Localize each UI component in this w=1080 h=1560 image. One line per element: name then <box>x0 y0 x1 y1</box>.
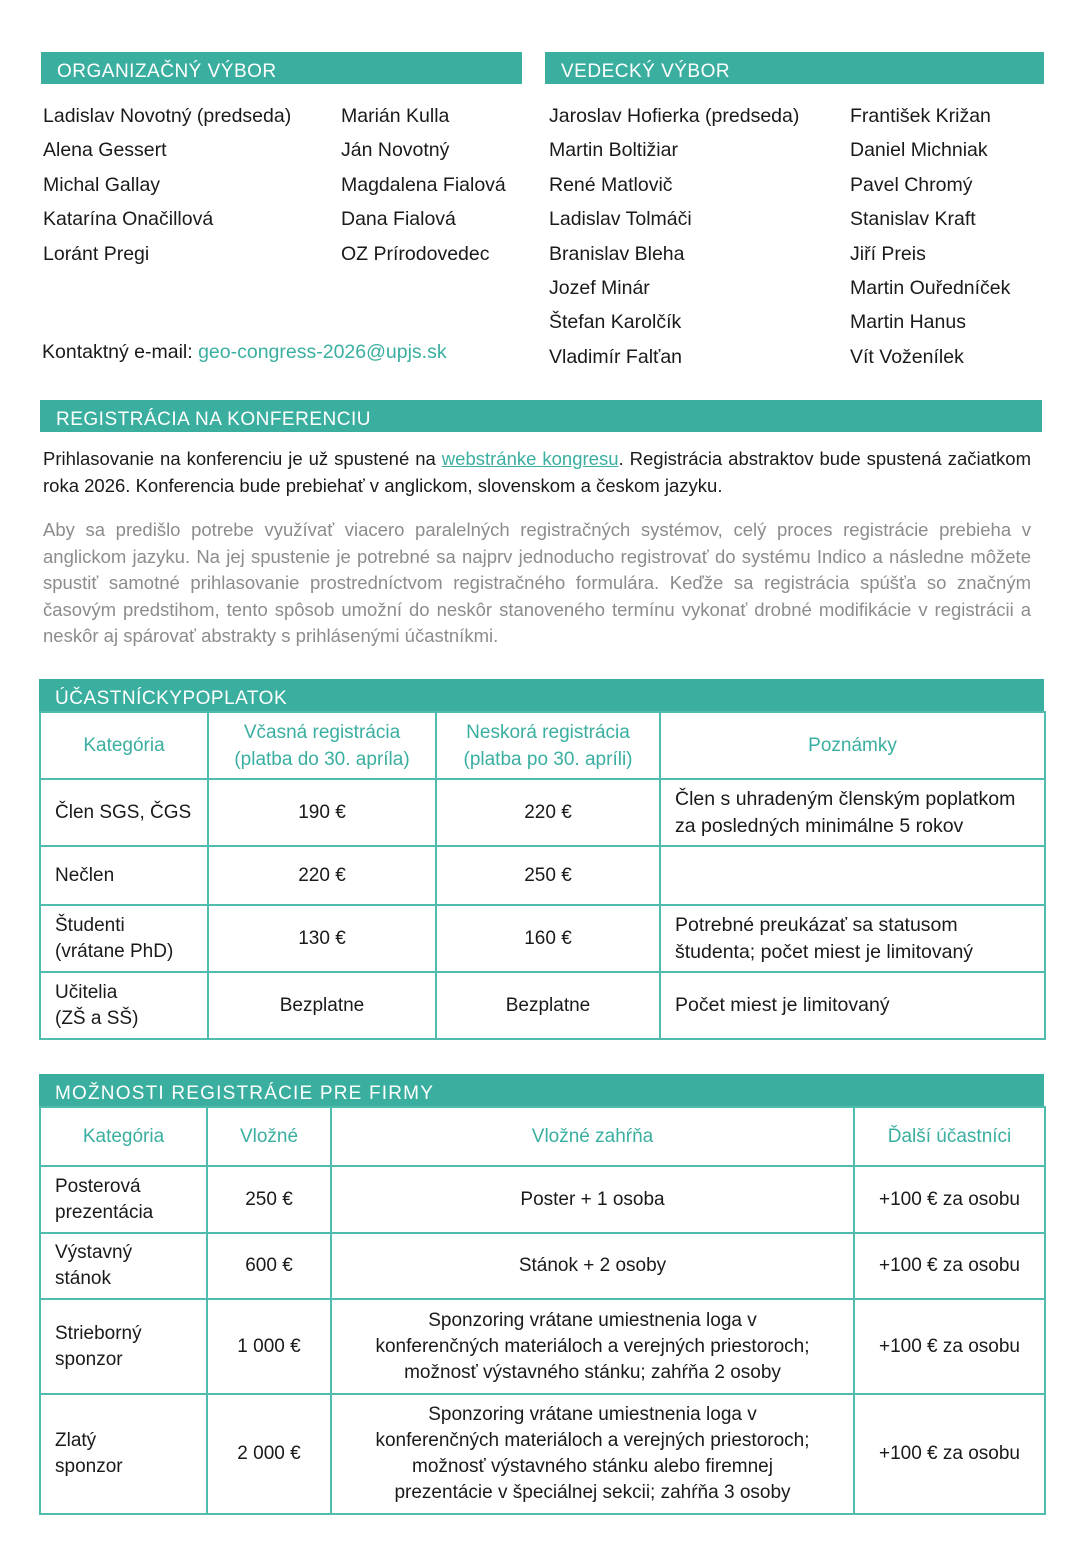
member-name: Katarína Onačillová <box>43 208 214 231</box>
contact-label: Kontaktný e-mail: <box>42 341 199 363</box>
registration-text: . Registrácia abstraktov bude spustená začiatkom roka 2026. Konferencia bude prebiehať v anglickom, slovenskom a českom jazyku. <box>43 448 1031 496</box>
member-name: Pavel Chromý <box>850 173 973 196</box>
member-name: Vladimír Falťan <box>549 345 683 368</box>
col-header-late: Neskorá registrácia (platba po 30. apríli) <box>436 712 660 779</box>
extra-cell: +100 € za osobu <box>854 1394 1045 1514</box>
late-fee-cell: Bezplatne <box>436 972 660 1039</box>
includes-cell: Poster + 1 osoba <box>331 1166 854 1233</box>
col-header-category: Kategória <box>40 1107 207 1166</box>
table-row <box>40 1233 1045 1299</box>
table-row <box>40 1394 1045 1514</box>
includes-cell: Sponzoring vrátane umiestnenia loga v konferenčných materiáloch a verejných priestoroch; možnosť výstavného stánku; zahŕňa 2 osoby <box>331 1299 854 1394</box>
org-committee-col2 <box>341 99 506 271</box>
member-name: Ladislav Novotný (predseda) <box>43 105 292 127</box>
org-committee-header: ORGANIZAČNÝ VÝBOR <box>41 52 522 84</box>
col-header-notes: Poznámky <box>660 712 1045 779</box>
member-name: Jiří Preis <box>850 242 926 265</box>
early-fee-cell: Bezplatne <box>208 972 436 1039</box>
registration-paragraph <box>43 446 1031 499</box>
member-name: Martin Hanus <box>850 311 966 334</box>
member-name: OZ Prírodovedec <box>341 242 490 265</box>
extra-cell: +100 € za osobu <box>854 1233 1045 1299</box>
col-header-category: Kategória <box>40 712 208 779</box>
col-header-early: Včasná registrácia (platba do 30. apríla) <box>208 712 436 779</box>
extra-cell: +100 € za osobu <box>854 1166 1045 1233</box>
category-cell: Nečlen <box>40 846 208 905</box>
member-name: Vít Voženílek <box>850 345 964 368</box>
sci-committee-col1 <box>549 99 799 374</box>
member-name: Daniel Michniak <box>850 139 988 162</box>
extra-cell: +100 € za osobu <box>854 1299 1045 1394</box>
member-name: Martin Boltižiar <box>549 139 678 162</box>
member-name: Štefan Karolčík <box>549 311 682 334</box>
table-row <box>40 779 1045 846</box>
sci-committee-col2 <box>850 99 1010 374</box>
member-name: František Križan <box>850 105 991 127</box>
fee-cell: 250 € <box>207 1166 331 1233</box>
congress-website-link[interactable]: webstránke kongresu <box>441 448 619 469</box>
col-header-extra: Ďalší účastníci <box>854 1107 1045 1166</box>
early-fee-cell: 190 € <box>208 779 436 846</box>
registration-text: Prihlasovanie na konferenciu je už spustené na <box>43 448 442 469</box>
includes-cell: Stánok + 2 osoby <box>331 1233 854 1299</box>
contact-email-link[interactable]: geo-congress-2026@upjs.sk <box>198 341 447 363</box>
contact-line <box>42 341 447 364</box>
note-cell <box>660 846 1045 905</box>
member-name: Stanislav Kraft <box>850 208 976 231</box>
member-name: Martin Ouředníček <box>850 277 1011 300</box>
includes-cell: Sponzoring vrátane umiestnenia loga v konferenčných materiáloch a verejných priestoroch; možnosť výstavného stánku alebo firemnej prezentácie v špeciálnej sekcii; zahŕňa 3 osoby <box>331 1394 854 1514</box>
member-name: Michal Gallay <box>43 173 161 196</box>
member-name: René Matlovič <box>549 173 673 196</box>
companies-header-row <box>40 1107 1045 1166</box>
early-fee-cell: 130 € <box>208 905 436 972</box>
late-fee-cell: 160 € <box>436 905 660 972</box>
early-fee-cell: 220 € <box>208 846 436 905</box>
note-cell: Počet miest je limitovaný <box>660 972 1045 1039</box>
member-name: Jaroslav Hofierka (predseda) <box>549 105 800 127</box>
table-row <box>40 846 1045 905</box>
col-header-fee: Vložné <box>207 1107 331 1166</box>
table-row <box>40 1166 1045 1233</box>
member-name: Jozef Minár <box>549 277 650 300</box>
note-cell: Potrebné preukázať sa statusom študenta; počet miest je limitovaný <box>660 905 1045 972</box>
member-name: Branislav Bleha <box>549 242 685 265</box>
member-name: Ján Novotný <box>341 139 450 162</box>
registration-details-paragraph: Aby sa predišlo potrebe využívať viacero paralelných registračných systémov, celý proces registrácie prebieha v anglickom jazyku. Na jej spustenie je potrebné sa najprv jednoducho registrovať do systému Indico a následne môžete spustiť samotné prihlasovanie prostredníctvom registračného formulára. Keďže sa registrácia spúšťa so značným časovým predstihom, tento spôsob umožní do neskôr stanoveného termínu vykonať drobné modifikácie v registrácii a neskôr aj spárovať abstrakty s prihlásenými účastníkmi. <box>43 519 1031 646</box>
note-cell: Člen s uhradeným členským poplatkom za posledných minimálne 5 rokov <box>660 779 1045 846</box>
member-name: Dana Fialová <box>341 208 456 231</box>
fees-table <box>39 711 1046 1040</box>
category-cell: Študenti (vrátane PhD) <box>40 905 208 972</box>
table-row <box>40 972 1045 1039</box>
member-name: Marián Kulla <box>341 105 450 127</box>
sci-committee-header: VEDECKÝ VÝBOR <box>545 52 1044 84</box>
fees-header: ÚČASTNÍCKYPOPLATOK <box>39 679 1044 711</box>
category-cell: Člen SGS, ČGS <box>40 779 208 846</box>
org-committee-col1 <box>43 99 291 271</box>
companies-header: MOŽNOSTI REGISTRÁCIE PRE FIRMY <box>39 1074 1044 1106</box>
fee-cell: 1 000 € <box>207 1299 331 1394</box>
member-name: Magdalena Fialová <box>341 173 506 196</box>
table-row <box>40 1299 1045 1394</box>
member-name: Alena Gessert <box>43 139 167 162</box>
late-fee-cell: 220 € <box>436 779 660 846</box>
category-cell: Zlatý sponzor <box>40 1394 207 1514</box>
late-fee-cell: 250 € <box>436 846 660 905</box>
col-header-includes: Vložné zahŕňa <box>331 1107 854 1166</box>
fee-cell: 600 € <box>207 1233 331 1299</box>
member-name: Ladislav Tolmáči <box>549 208 692 231</box>
category-cell: Strieborný sponzor <box>40 1299 207 1394</box>
companies-table <box>39 1106 1046 1515</box>
registration-header: REGISTRÁCIA NA KONFERENCIU <box>40 400 1042 432</box>
fee-cell: 2 000 € <box>207 1394 331 1514</box>
category-cell: Posterová prezentácia <box>40 1166 207 1233</box>
category-cell: Učitelia (ZŠ a SŠ) <box>40 972 208 1039</box>
table-row <box>40 905 1045 972</box>
category-cell: Výstavný stánok <box>40 1233 207 1299</box>
fees-header-row <box>40 712 1045 779</box>
member-name: Loránt Pregi <box>43 242 150 265</box>
